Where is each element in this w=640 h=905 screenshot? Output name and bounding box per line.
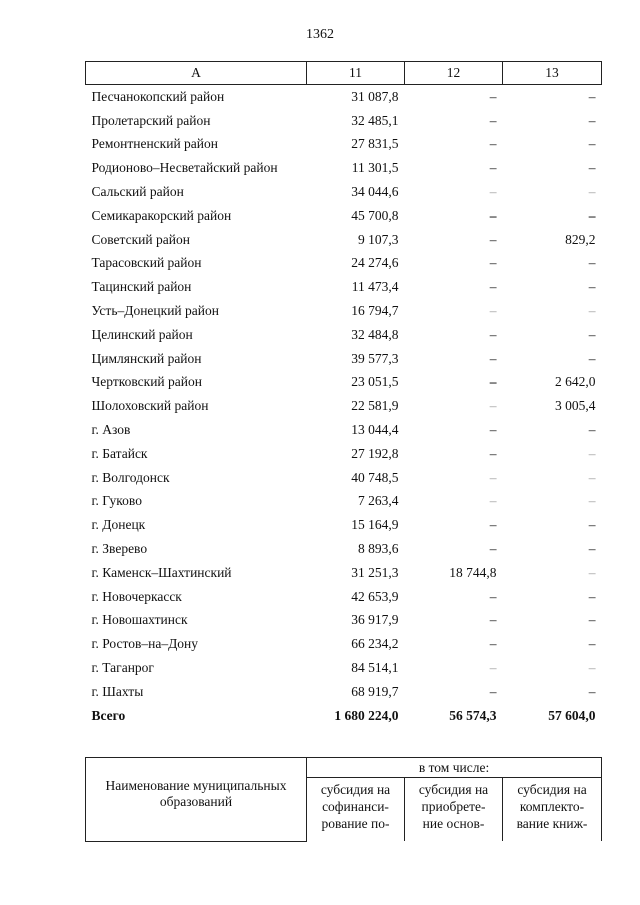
second-table-header xyxy=(85,757,602,842)
header-col-a: А xyxy=(86,62,307,85)
table-row xyxy=(86,490,602,514)
value-cell-col-12: – xyxy=(489,112,497,128)
municipality-name-cell: г. Зверево xyxy=(91,541,148,557)
table-row xyxy=(86,394,602,418)
value-cell-col-12: – xyxy=(489,231,497,247)
municipality-name-cell: г. Азов xyxy=(91,422,131,438)
table-row xyxy=(86,323,602,347)
value-cell-col-12: – xyxy=(489,184,497,200)
value-cell-col-13: – xyxy=(588,493,596,509)
value-cell-col-13: – xyxy=(588,469,596,485)
table-row xyxy=(86,275,602,299)
table-row xyxy=(86,537,602,561)
table-row xyxy=(86,228,602,252)
municipality-name-cell: Целинский район xyxy=(91,326,193,342)
total-row xyxy=(86,704,602,728)
value-cell-col-13: – xyxy=(588,255,596,271)
value-cell-col-13: – xyxy=(588,326,596,342)
table-row xyxy=(86,632,602,656)
municipality-name-header-line2: образований xyxy=(159,794,233,809)
sub2-line2: приобрете- xyxy=(421,799,486,814)
table-row xyxy=(86,513,602,537)
value-cell-col-13: – xyxy=(588,303,596,319)
table-row xyxy=(86,680,602,704)
value-cell-col-13: – xyxy=(588,612,596,628)
value-cell-col-12: – xyxy=(489,303,497,319)
value-cell-col-12: – xyxy=(489,255,497,271)
table-row xyxy=(86,561,602,585)
value-cell-col-11: 45 700,8 xyxy=(351,207,399,223)
table-row xyxy=(86,442,602,466)
value-cell-col-13: – xyxy=(588,445,596,461)
value-cell-col-11: 7 263,4 xyxy=(358,493,399,509)
value-cell-col-13: – xyxy=(588,279,596,295)
table-header-row xyxy=(86,62,602,85)
value-cell-col-12: – xyxy=(489,541,497,557)
municipality-name-cell: Чертковский район xyxy=(91,374,202,390)
municipality-name-header xyxy=(86,758,307,842)
value-cell-col-12: – xyxy=(489,326,497,342)
municipality-name-cell: Советский район xyxy=(91,231,190,247)
municipality-name-cell: г. Таганрог xyxy=(91,660,154,676)
value-cell-col-13: – xyxy=(588,541,596,557)
value-cell-col-12: – xyxy=(489,422,497,438)
value-cell-col-13: – xyxy=(588,683,596,699)
sub2-line3: ние основ- xyxy=(422,816,485,831)
subsidy-table xyxy=(85,61,602,728)
value-cell-col-12: – xyxy=(489,612,497,628)
total-value-col-13: 57 604,0 xyxy=(548,707,596,723)
table-row xyxy=(86,133,602,157)
table-row xyxy=(86,180,602,204)
sub3-line2: комплекто- xyxy=(519,799,585,814)
value-cell-col-12: – xyxy=(489,683,497,699)
value-cell-col-13: – xyxy=(588,112,596,128)
value-cell-col-11: 84 514,1 xyxy=(351,660,399,676)
table-row xyxy=(86,252,602,276)
value-cell-col-13: – xyxy=(588,160,596,176)
sub3-line3: вание книж- xyxy=(516,816,588,831)
table-row xyxy=(86,585,602,609)
value-cell-col-12: – xyxy=(489,493,497,509)
value-cell-col-12: – xyxy=(489,279,497,295)
value-cell-col-12: – xyxy=(489,517,497,533)
municipality-name-cell: Семикаракорский район xyxy=(91,207,232,223)
value-cell-col-12: – xyxy=(489,136,497,152)
total-value-col-12: 56 574,3 xyxy=(449,707,497,723)
total-label: Всего xyxy=(91,707,126,723)
value-cell-col-11: 16 794,7 xyxy=(351,303,399,319)
subsidy-cofinancing-header xyxy=(307,778,405,842)
value-cell-col-13: – xyxy=(588,636,596,652)
table-row xyxy=(86,299,602,323)
header-col-13: 13 xyxy=(503,62,602,85)
sub1-line1: субсидия на xyxy=(320,782,391,797)
sub2-line1: субсидия на xyxy=(418,782,489,797)
municipality-name-cell: г. Волгодонск xyxy=(91,469,170,485)
value-cell-col-12: – xyxy=(489,445,497,461)
value-cell-col-11: 39 577,3 xyxy=(351,350,399,366)
table-row xyxy=(86,371,602,395)
value-cell-col-12: – xyxy=(489,469,497,485)
value-cell-col-11: 11 473,4 xyxy=(351,279,399,295)
municipality-name-cell: г. Новочеркасск xyxy=(91,588,182,604)
municipality-name-cell: Ремонтненский район xyxy=(91,136,218,152)
value-cell-col-13: – xyxy=(588,588,596,604)
municipality-name-cell: г. Ростов–на–Дону xyxy=(91,636,199,652)
table-row xyxy=(86,418,602,442)
value-cell-col-13: 2 642,0 xyxy=(555,374,596,390)
municipality-name-header-line1: Наименование муниципальных xyxy=(105,778,287,793)
sub3-line1: субсидия на xyxy=(517,782,587,797)
value-cell-col-12: – xyxy=(489,207,497,223)
municipality-name-cell: г. Шахты xyxy=(91,683,144,699)
value-cell-col-11: 27 192,8 xyxy=(351,445,399,461)
value-cell-col-12: 18 744,8 xyxy=(449,564,497,580)
value-cell-col-12: – xyxy=(489,636,497,652)
including-header: в том числе: xyxy=(307,758,602,778)
municipality-name-cell: Тарасовский район xyxy=(91,255,202,271)
value-cell-col-11: 36 917,9 xyxy=(351,612,399,628)
value-cell-col-13: – xyxy=(588,660,596,676)
table-row xyxy=(86,466,602,490)
table-row xyxy=(86,204,602,228)
table-row xyxy=(86,656,602,680)
value-cell-col-13: – xyxy=(588,88,596,104)
value-cell-col-11: 15 164,9 xyxy=(351,517,399,533)
municipality-name-cell: г. Каменск–Шахтинский xyxy=(91,564,232,580)
value-cell-col-11: 27 831,5 xyxy=(351,136,399,152)
value-cell-col-11: 22 581,9 xyxy=(351,398,399,414)
value-cell-col-11: 8 893,6 xyxy=(358,541,399,557)
value-cell-col-11: 31 087,8 xyxy=(351,88,399,104)
value-cell-col-11: 40 748,5 xyxy=(351,469,399,485)
value-cell-col-11: 66 234,2 xyxy=(351,636,399,652)
value-cell-col-12: – xyxy=(489,350,497,366)
value-cell-col-11: 11 301,5 xyxy=(351,160,399,176)
sub1-line2: софинанси- xyxy=(322,799,389,814)
table-row xyxy=(86,85,602,109)
municipality-name-cell: г. Гуково xyxy=(91,493,142,509)
value-cell-col-11: 68 919,7 xyxy=(351,683,399,699)
municipality-name-cell: Цимлянский район xyxy=(91,350,202,366)
value-cell-col-12: – xyxy=(489,374,497,390)
table-row xyxy=(86,347,602,371)
value-cell-col-11: 42 653,9 xyxy=(351,588,399,604)
municipality-name-cell: г. Донецк xyxy=(91,517,146,533)
value-cell-col-13: 3 005,4 xyxy=(555,398,596,414)
header-col-11: 11 xyxy=(307,62,405,85)
value-cell-col-11: 32 485,1 xyxy=(351,112,399,128)
value-cell-col-11: 9 107,3 xyxy=(358,231,399,247)
table-row xyxy=(86,109,602,133)
sub1-line3: рование по- xyxy=(321,816,390,831)
page-number: 1362 xyxy=(306,27,334,42)
value-cell-col-13: – xyxy=(588,207,596,223)
value-cell-col-11: 23 051,5 xyxy=(351,374,399,390)
municipality-name-cell: Тацинский район xyxy=(91,279,192,295)
value-cell-col-13: – xyxy=(588,184,596,200)
value-cell-col-13: – xyxy=(588,564,596,580)
value-cell-col-12: – xyxy=(489,88,497,104)
municipality-name-cell: Песчанокопский район xyxy=(91,88,225,104)
value-cell-col-12: – xyxy=(489,398,497,414)
value-cell-col-13: – xyxy=(588,350,596,366)
table-row xyxy=(86,609,602,633)
value-cell-col-11: 34 044,6 xyxy=(351,184,399,200)
value-cell-col-13: 829,2 xyxy=(565,231,596,247)
municipality-name-cell: г. Новошахтинск xyxy=(91,612,188,628)
municipality-name-cell: Шолоховский район xyxy=(91,398,209,414)
municipality-name-cell: Усть–Донецкий район xyxy=(91,303,219,319)
table-row xyxy=(86,156,602,180)
value-cell-col-13: – xyxy=(588,517,596,533)
subsidy-book-collection-header xyxy=(503,778,602,842)
total-value-col-11: 1 680 224,0 xyxy=(334,707,399,723)
value-cell-col-11: 32 484,8 xyxy=(351,326,399,342)
value-cell-col-11: 13 044,4 xyxy=(351,422,399,438)
value-cell-col-13: – xyxy=(588,422,596,438)
municipality-name-cell: Сальский район xyxy=(91,184,184,200)
header-col-12: 12 xyxy=(405,62,503,85)
value-cell-col-11: 24 274,6 xyxy=(351,255,399,271)
value-cell-col-12: – xyxy=(489,588,497,604)
municipality-name-cell: г. Батайск xyxy=(91,445,148,461)
value-cell-col-13: – xyxy=(588,136,596,152)
municipality-name-cell: Пролетарский район xyxy=(91,112,211,128)
value-cell-col-12: – xyxy=(489,160,497,176)
value-cell-col-11: 31 251,3 xyxy=(351,564,399,580)
municipality-name-cell: Родионово–Несветайский район xyxy=(91,160,278,176)
subsidy-acquisition-header xyxy=(405,778,503,842)
value-cell-col-12: – xyxy=(489,660,497,676)
